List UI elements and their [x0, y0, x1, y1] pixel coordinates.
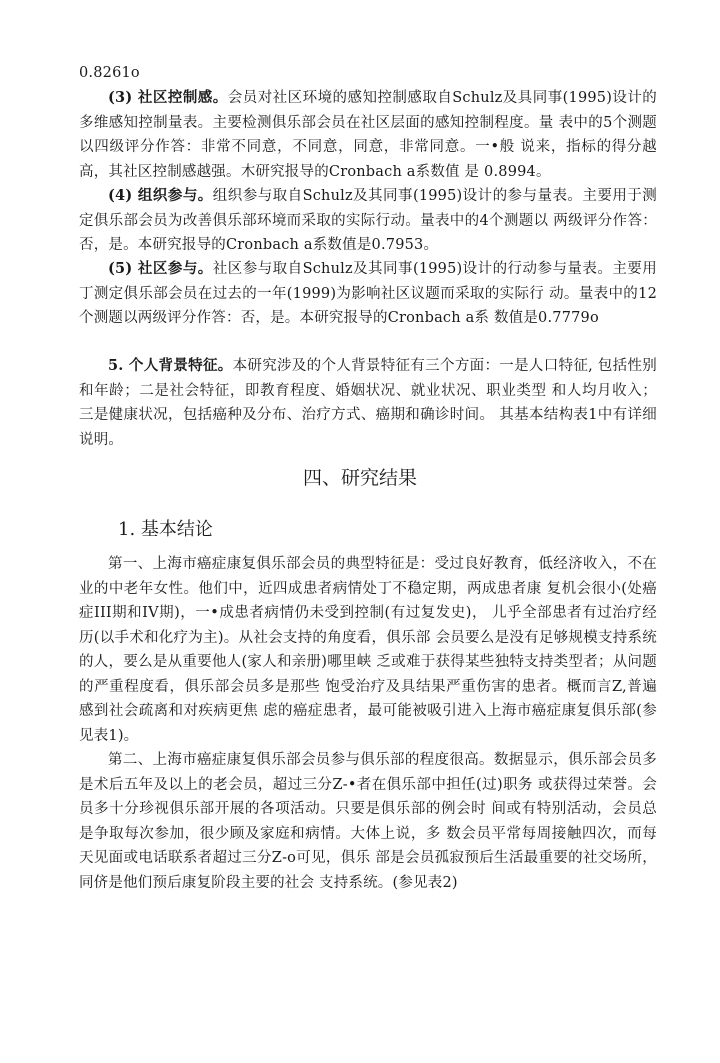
paragraph-text: 会员对社区环境的感知控制感取自Schulz及具同事(1995)设计的多维感知控制量表。主要检测俱乐部会员在社区层面的感知控制程度。量 表中的5个测题以四级评分作答：非常不同意，不同意，同意，非常同意。一•般 说来，指标的得分越高，其社区控制感越强。木研究报导的Cronbach a系数值 是 0.8994。 [79, 90, 657, 180]
paragraph-coefficient-tail: 0.8261o [79, 65, 140, 81]
paragraph-community-participation [79, 257, 657, 331]
paragraph-conclusion-first: 第一、上海市癌症康复俱乐部会员的典型特征是：受过良好教育，低经济收入，不在业的中老年女性。他们中，近四成患者病情处丁不稳定期，两成患者康 复机会很小(处癌症III期和IV期)，一•成患者病情仍未受到控制(有过复发史)， 儿乎全部患者有过治疗经历(以手术和化疗为主)。从社会支持的角度看，俱乐部 会员要么是没有足够规模支持系统的人，要么是从重要他人(家人和亲册)哪里峡 乏或难于获得某些独特支持类型者；从问题的严重程度看，俱乐部会员多是那些 饱受治疗及具结果严重伤害的患者。概而言Z,普遍感到社会疏离和对疾病更焦 虑的癌症患者，最可能被吸引进入上海市癌症康复俱乐部(参见表1)。 [79, 556, 657, 744]
paragraph-title: 5. 个人背景特征。 [108, 357, 233, 374]
paragraph-text: 组织参与取自Schulz及其同事(1995)设计的参与量表。主要用于测定俱乐部会员为改善俱乐部环境而采取的实际行动。量表中的4个测题以 两级评分作答：否，是。本研究报导的Cronbach a系数值是0.7953。 [79, 188, 657, 253]
paragraph-conclusion-second: 第二、上海市癌症康复俱乐部会员参与俱乐部的程度很高。数据显示，俱乐部会员多是术后五年及以上的老会员，超过三分Z-•者在俱乐部中担任(过)职务 或获得过荣誉。会员多十分珍视俱乐部开展的各项活动。只要是俱乐部的例会时 间或有特别活动，会员总是争取每次参加，很少顾及家庭和病情。大体上说，多 数会员平常每周接触四次，而每天见面或电话联系者超过三分Z-o可见，俱乐 部是会员孤寂预后生活最重要的社交场所，同侪是他们预后康复阶段主要的社会 支持系统。(参见表2) [79, 752, 657, 891]
paragraph-text: 本研究涉及的个人背景特征有三个方面：一是人口特征, 包括性别和年龄；二是社会特征，即教育程度、婚姻状况、就业状况、职业类型 和人均月收入；三是健康状况，包括癌种及分布、治疗方式、癌期和确诊时间。 其基本结构表1中有详细说明。 [79, 358, 658, 448]
paragraph-personal-background [79, 354, 657, 452]
paragraph-community-control [79, 86, 657, 184]
paragraph-title: (4) 组织参与。 [108, 187, 213, 204]
subsection-heading: 1. 基本结论 [118, 519, 213, 540]
paragraph-text: 社区参与取自Schulz及其同事(1995)设计的行动参与量表。主要用丁测定俱乐部会员在过去的一年(1999)为影响社区议题而采取的实际行 动。量表中的12个测题以两级评分作答：否，是。本研究报导的Cronbach a系 数值是0.7779o [79, 261, 657, 326]
paragraph-title: (3) 社区控制感。 [108, 89, 228, 106]
paragraph-title: (5) 社区参与。 [108, 260, 213, 277]
paragraph-organization-participation [79, 184, 657, 258]
section-heading: 四、研究结果 [302, 467, 417, 489]
